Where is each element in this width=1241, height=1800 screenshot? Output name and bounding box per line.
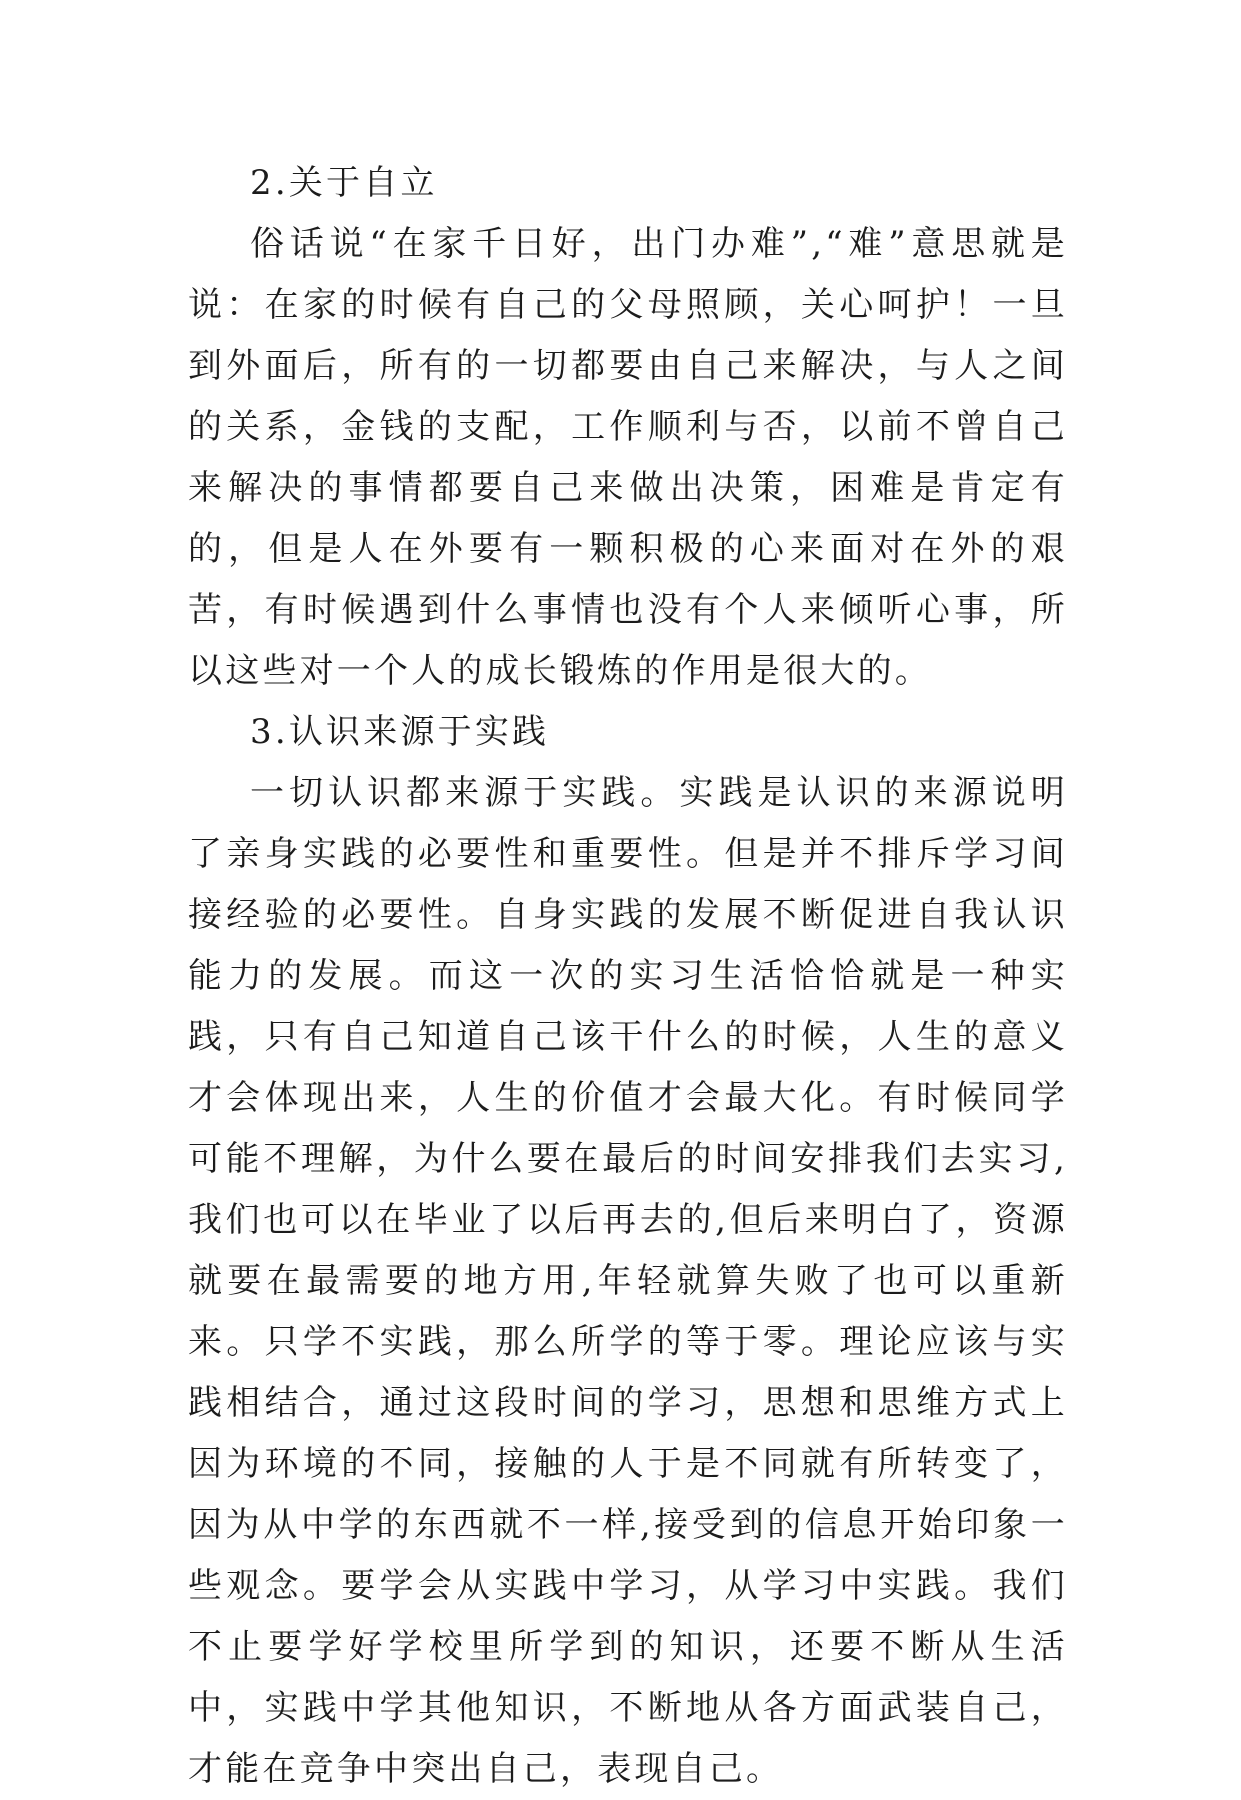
paragraph-self-reliance: 俗话说“在家千日好，出门办难”,“难”意思就是说：在家的时候有自己的父母照顾，关心呵护！一旦到外面后，所有的一切都要由自己来解决，与人之间的关系，金钱的支配，工作顺利与否，以前不曾自己来解决的事情都要自己来做出决策，困难是肯定有的，但是人在外要有一颗积极的心来面对在外的艰苦，有时候遇到什么事情也没有个人来倾听心事，所以这些对一个人的成长锻炼的作用是很大的。 xyxy=(188,224,1068,691)
document-body xyxy=(188,153,1068,1800)
paragraph-knowledge-from-practice: 一切认识都来源于实践。实践是认识的来源说明了亲身实践的必要性和重要性。但是并不排斥学习间接经验的必要性。自身实践的发展不断促进自我认识能力的发展。而这一次的实习生活恰恰就是一种实践，只有自己知道自己该干什么的时候，人生的意义才会体现出来，人生的价值才会最大化。有时候同学可能不理解，为什么要在最后的时间安排我们去实习,我们也可以在毕业了以后再去的,但后来明白了，资源就要在最需要的地方用,年轻就算失败了也可以重新来。只学不实践，那么所学的等于零。理论应该与实践相结合，通过这段时间的学习，思想和思维方式上因为环境的不同，接触的人于是不同就有所转变了，因为从中学的东西就不一样,接受到的信息开始印象一些观念。要学会从实践中学习，从学习中实践。我们不止要学好学校里所学到的知识，还要不断从生活中，实践中学其他知识，不断地从各方面武装自己，才能在竞争中突出自己，表现自己。 xyxy=(188,773,1068,1789)
section-heading-self-reliance: 2.关于自立 xyxy=(250,163,438,203)
section-heading-knowledge-from-practice: 3.认识来源于实践 xyxy=(250,712,550,752)
